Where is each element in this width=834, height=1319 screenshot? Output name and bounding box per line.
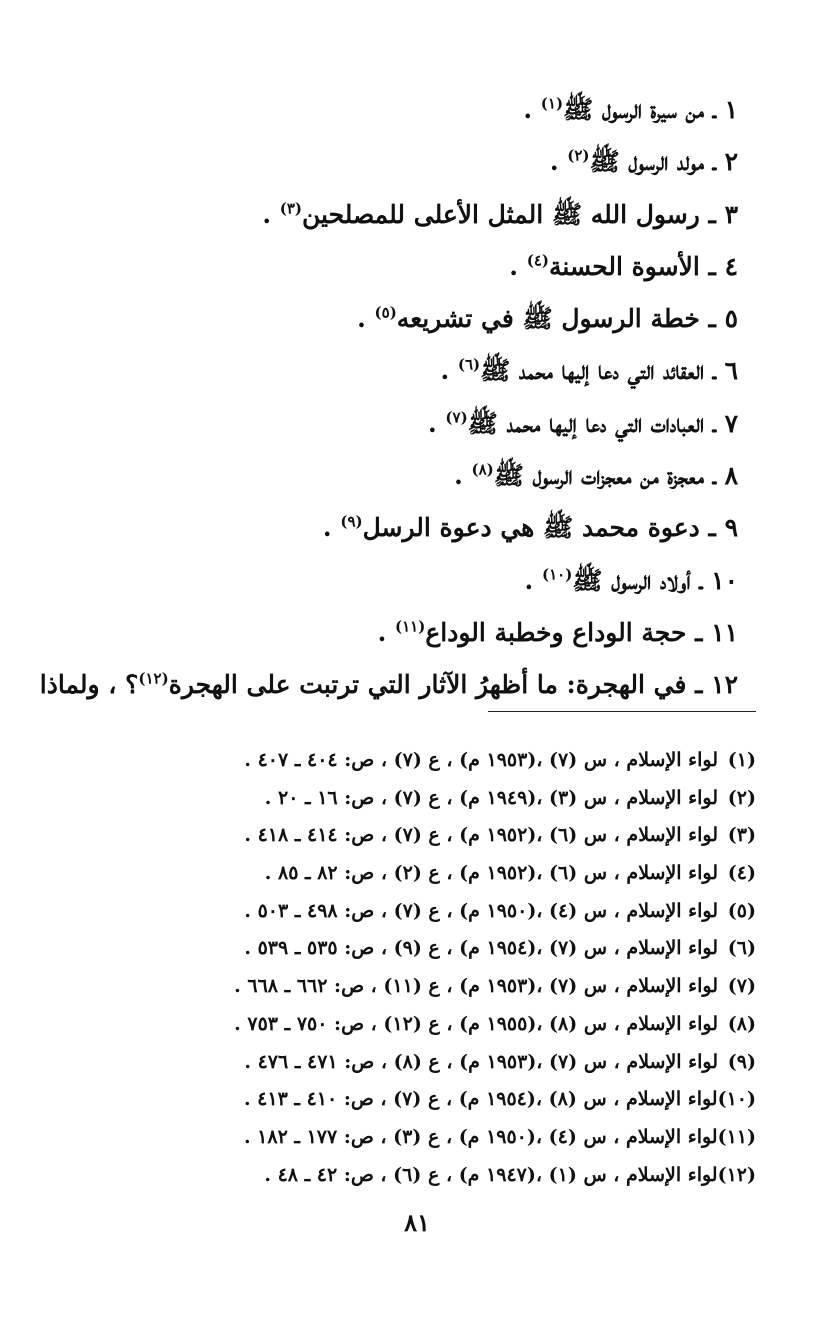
footnote-text: لواء الإسلام ، س (٨) ،(١٩٥٤ م) ، ع (٧) ، ص: ٤١٠ ـ ٤١٣ .	[243, 1088, 718, 1111]
item-text: ٥ ـ خطة الرسول ﷺ في تشريعه	[396, 304, 738, 334]
list-item	[78, 241, 738, 293]
footnote-text: لواء الإسلام ، س (٨) ،(١٩٥٥ م) ، ع (١٢) ، ص: ٧٥٠ ـ ٧٥٣ .	[234, 1012, 718, 1035]
footnote-text: لواء الإسلام ، س (٧) ،(١٩٥٣ م) ، ع (٧) ، ص: ٤٠٤ ـ ٤٠٧ .	[244, 749, 718, 771]
footnote	[56, 968, 756, 1006]
footnote-ref: (٤)	[526, 251, 549, 270]
footnote-text: لواء الإسلام ، س (٤) ،(١٩٥٠ م) ، ع (٣) ، ص: ١٧٧ ـ ١٨٢ .	[243, 1125, 718, 1148]
item-end: .	[322, 513, 341, 543]
item-text: ٧ ـ العبادات التي دعا إليها محمد ﷺ	[467, 408, 738, 438]
list-item	[78, 345, 738, 397]
footnote-ref: (٢)	[567, 146, 590, 165]
footnote-ref: (٣)	[279, 199, 303, 218]
item-text: ٣ ـ رسول الله ﷺ المثل الأعلى للمصلحين	[302, 199, 738, 229]
page-number: ٨١	[404, 1208, 430, 1237]
footnote-text: لواء الإسلام ، س (٦) ،(١٩٥٢ م) ، ع (٢) ، ص: ٨٢ ـ ٨٥ .	[264, 862, 718, 885]
footnote-number: (٩)	[727, 1050, 756, 1073]
footnote-ref: (٨)	[471, 460, 494, 479]
footnote-number: (٢)	[727, 786, 756, 809]
footnote-separator	[488, 711, 756, 712]
footnote	[56, 893, 756, 931]
footnote	[56, 1081, 756, 1119]
item-end: .	[262, 199, 280, 229]
footnote-number: (٨)	[727, 1012, 756, 1035]
footnote-ref: (١٠)	[541, 565, 573, 584]
footnote	[56, 1006, 756, 1044]
item-end: .	[377, 617, 396, 647]
item-text: ٩ ـ دعوة محمد ﷺ هي دعوة الرسل	[362, 513, 738, 543]
item-end: .	[509, 251, 527, 281]
footnote	[56, 817, 756, 855]
item-text: ٨ ـ معجزة من معجزات الرسول ﷺ	[493, 461, 738, 491]
footnote-text: لواء الإسلام ، س (٧) ،(١٩٥٣ م) ، ع (٨) ، ص: ٤٧١ ـ ٤٧٦ .	[244, 1050, 718, 1073]
footnote-text: لواء الإسلام ، س (١) ،(١٩٤٧ م) ، ع (٦) ، ص: ٤٢ ـ ٤٨ .	[264, 1163, 718, 1186]
footnotes-list	[56, 742, 756, 1194]
article-list	[39, 84, 738, 712]
item-end: .	[454, 461, 472, 491]
footnote-number: (١٢)	[717, 1163, 756, 1186]
item-end: .	[427, 408, 446, 438]
footnote	[56, 780, 756, 818]
footnote-ref: (٥)	[374, 303, 397, 322]
list-item	[78, 555, 738, 607]
footnote	[56, 1044, 756, 1082]
footnote-ref: (١)	[540, 94, 564, 113]
footnote-text: لواء الإسلام ، س (٧) ،(١٩٥٤ م) ، ع (٩) ، ص: ٥٣٥ ـ ٥٣٩ .	[244, 937, 718, 960]
list-item	[78, 398, 738, 450]
item-text: ١٠ ـ أولاد الرسول ﷺ	[572, 565, 738, 595]
item-text: ١١ ـ حجة الوداع وخطبة الوداع	[425, 617, 738, 647]
footnote-number: (٧)	[727, 975, 756, 998]
footnote	[56, 930, 756, 968]
footnote-text: لواء الإسلام ، س (٤) ،(١٩٥٠ م) ، ع (٧) ، ص: ٤٩٨ ـ ٥٠٣ .	[244, 899, 718, 922]
footnote-text: لواء الإسلام ، س (٣) ،(١٩٤٩ م) ، ع (٧) ، ص: ١٦ ـ ٢٠ .	[264, 786, 718, 809]
footnote-number: (٣)	[727, 824, 756, 847]
item-end: .	[523, 95, 541, 124]
item-end: .	[524, 565, 542, 595]
item-end: .	[549, 147, 568, 177]
footnote	[56, 1157, 756, 1195]
list-item	[78, 189, 738, 241]
list-item	[39, 659, 738, 711]
item-text: ٦ ـ العقائد التي دعا إليها محمد ﷺ	[480, 356, 738, 386]
footnote-number: (١٠)	[717, 1088, 756, 1111]
list-item	[78, 607, 738, 659]
footnote-ref: (١٢)	[138, 669, 169, 688]
footnote-number: (٤)	[727, 862, 756, 885]
item-end: .	[357, 304, 375, 334]
item-end: .	[440, 356, 458, 386]
list-item	[78, 136, 738, 188]
footnote-text: لواء الإسلام ، س (٦) ،(١٩٥٢ م) ، ع (٧) ، ص: ٤١٤ ـ ٤١٨ .	[244, 824, 718, 847]
footnote	[56, 742, 756, 780]
item-end: ؟ ، ولماذا	[39, 670, 139, 700]
footnote-ref: (٩)	[340, 513, 363, 532]
footnote	[56, 855, 756, 893]
item-text: ١٢ ـ في الهجرة: ما أظهرُ الآثار التي ترتبت على الهجرة	[168, 670, 738, 700]
footnote-number: (٦)	[727, 937, 756, 960]
list-item	[78, 502, 738, 554]
footnote-number: (١)	[727, 749, 756, 771]
footnote-number: (٥)	[727, 899, 756, 922]
item-text: ١ ـ من سيرة الرسول ﷺ	[563, 95, 738, 124]
footnote-number: (١١)	[717, 1125, 756, 1148]
footnote-ref: (١١)	[395, 617, 426, 636]
footnote	[56, 1119, 756, 1157]
item-text: ٢ ـ مولد الرسول ﷺ	[589, 147, 738, 177]
list-item	[78, 450, 738, 502]
footnote-ref: (٧)	[445, 408, 468, 427]
footnote-ref: (٦)	[457, 356, 481, 375]
item-text: ٤ ـ الأسوة الحسنة	[549, 251, 738, 281]
list-item	[78, 293, 738, 345]
list-item	[78, 84, 738, 136]
footnote-text: لواء الإسلام ، س (٧) ،(١٩٥٣ م) ، ع (١١) ، ص: ٦٦٢ ـ ٦٦٨ .	[234, 975, 718, 998]
